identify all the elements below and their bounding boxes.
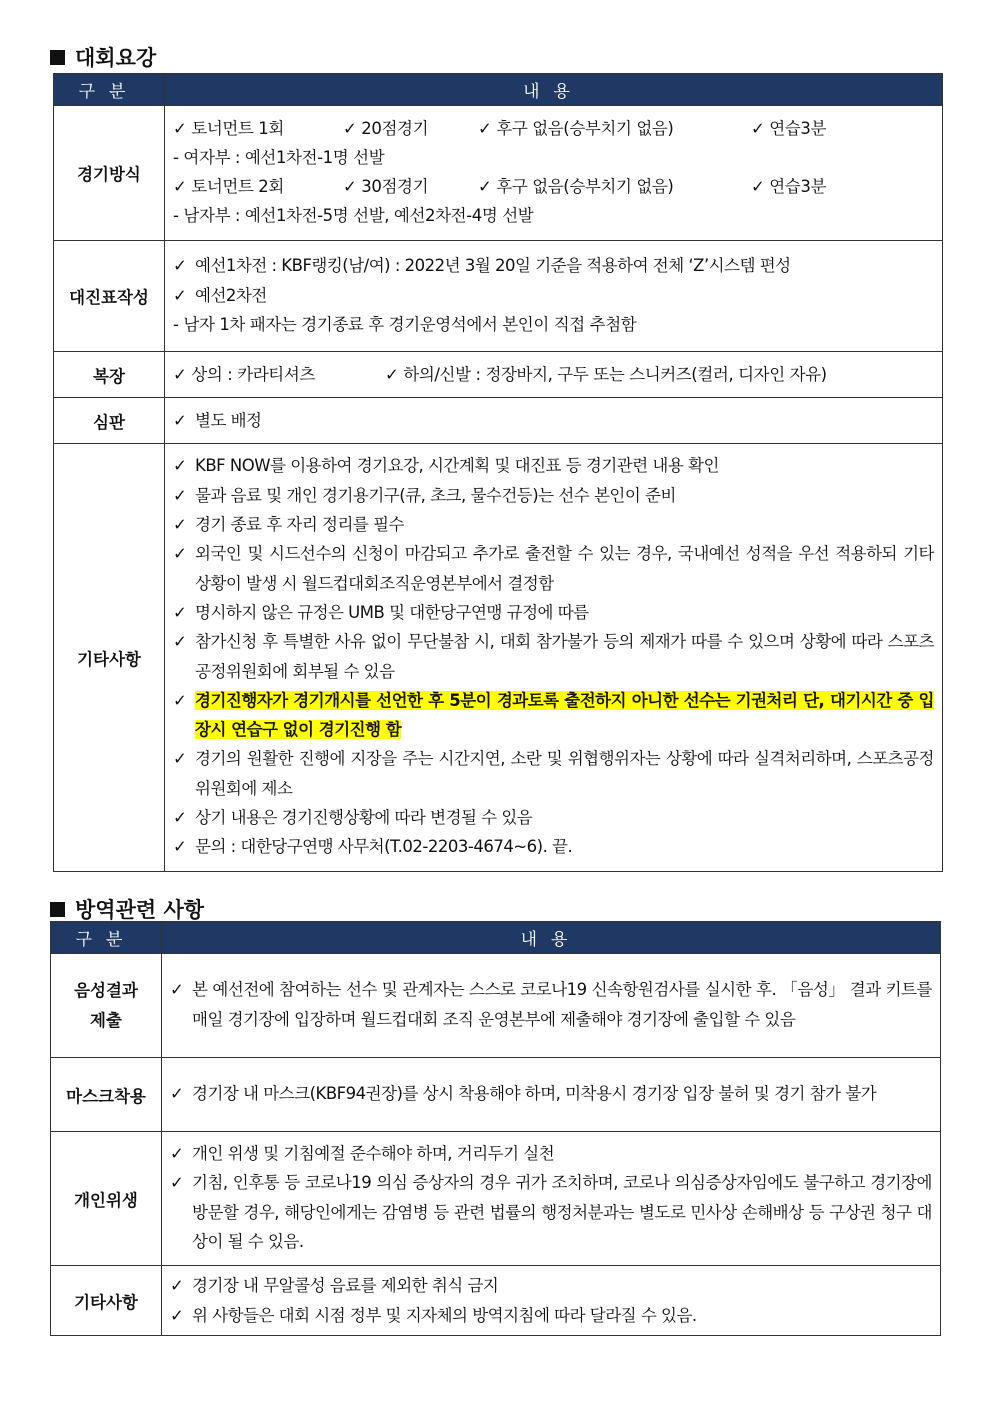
list-item: 명시하지 않은 규정은 UMB 및 대한당구연맹 규정에 따름 <box>195 602 589 622</box>
list-item: 토너먼트 1회 <box>191 119 284 138</box>
list-item: 본 예선전에 참여하는 선수 및 관계자는 스스로 코로나19 신속항원검사를 실시한 후. 「음성」 결과 키트를 매일 경기장에 입장하며 월드컵대회 조직 운영본부에 제출해야 경기장에 출입할 수 있음 <box>192 980 932 1029</box>
check-icon: ✓ <box>385 365 399 384</box>
list-item: 물과 음료 및 개인 경기용기구(큐, 초크, 물수건등)는 선수 본인이 준비 <box>195 485 676 505</box>
row-content <box>165 106 943 241</box>
row-category: 기타사항 <box>51 1266 162 1336</box>
row-category: 대진표작성 <box>54 241 165 352</box>
check-icon: ✓ <box>173 837 187 857</box>
header-content: 내용 <box>162 922 941 954</box>
table-row <box>54 241 943 352</box>
table-row <box>51 1266 941 1336</box>
square-bullet-icon <box>50 50 65 65</box>
row-category: 마스크착용 <box>51 1058 162 1132</box>
row-content <box>165 444 943 872</box>
check-icon: ✓ <box>173 285 187 305</box>
list-item: 하의/신발 : 정장바지, 구두 또는 스니커즈(컬러, 디자인 자유) <box>403 365 827 384</box>
table-row <box>51 1058 941 1132</box>
table-row <box>54 352 943 398</box>
table-header-row <box>51 922 941 954</box>
list-item: 연습3분 <box>769 119 827 138</box>
list-item: 토너먼트 2회 <box>191 177 284 196</box>
table-row <box>51 954 941 1058</box>
row-category: 경기방식 <box>54 106 165 241</box>
row-content <box>165 241 943 352</box>
draw-note: - 남자 1차 패자는 경기종료 후 경기운영석에서 본인이 직접 추첨함 <box>173 314 637 334</box>
list-item: 기침, 인후통 등 코로나19 의심 증상자의 경우 귀가 조치하며, 코로나 의심증상자임에도 불구하고 경기장에 방문할 경우, 해당인에게는 감염병 등 관련 법률의 행정처분과는 별도로 민사상 손해배상 등 구상권 청구 대상이 될 수 있음. <box>192 1173 932 1251</box>
list-item: 경기 종료 후 자리 정리를 필수 <box>195 515 404 535</box>
quarantine-table <box>50 921 941 1336</box>
check-icon: ✓ <box>173 256 187 276</box>
list-item: 문의 : 대한당구연맹 사무처(T.02-2203-4674~6). 끝. <box>195 837 573 857</box>
row-content <box>162 1058 941 1132</box>
row-content <box>162 1266 941 1336</box>
table-row <box>54 106 943 241</box>
list-item: 상의 : 카라티셔츠 <box>191 365 315 384</box>
list-item: 위 사항들은 대회 시점 정부 및 지자체의 방역지침에 따라 달라질 수 있음. <box>192 1305 697 1325</box>
check-icon: ✓ <box>173 807 187 827</box>
header-category: 구분 <box>54 74 165 106</box>
check-icon: ✓ <box>173 515 187 535</box>
row-content <box>165 398 943 444</box>
row-content <box>165 352 943 398</box>
male-note: - 남자부 : 예선1차전-5명 선발, 예선2차전-4명 선발 <box>173 206 534 225</box>
female-items: ✓ 토너먼트 1회 ✓ 20점경기 ✓ 후구 없음(승부치기 없음) ✓ 연습3분 <box>173 119 827 138</box>
check-icon: ✓ <box>170 1173 184 1193</box>
row-category: 음성결과 제출 <box>51 954 162 1058</box>
male-items: ✓ 토너먼트 2회 ✓ 30점경기 ✓ 후구 없음(승부치기 없음) ✓ 연습3분 <box>173 177 827 196</box>
check-icon: ✓ <box>173 749 187 769</box>
header-content: 내용 <box>165 74 943 106</box>
check-icon: ✓ <box>170 1305 184 1325</box>
list-item: 외국인 및 시드선수의 신청이 마감되고 추가로 출전할 수 있는 경우, 국내예선 성적을 우선 적용하되 기타 상황이 발생 시 월드컵대회조직운영본부에서 결정함 <box>195 544 934 593</box>
section-title-rules <box>50 42 156 72</box>
list-item: 20점경기 <box>361 119 429 138</box>
row-category: 심판 <box>54 398 165 444</box>
female-note: - 여자부 : 예선1차전-1명 선발 <box>173 148 385 167</box>
row-category: 기타사항 <box>54 444 165 872</box>
table-row <box>54 444 943 872</box>
list-item: 개인 위생 및 기침예절 준수해야 하며, 거리두기 실천 <box>192 1143 555 1163</box>
check-icon: ✓ <box>173 456 187 476</box>
check-icon: ✓ <box>173 544 187 564</box>
list-item: KBF NOW를 이용하여 경기요강, 시간계획 및 대진표 등 경기관련 내용 확인 <box>195 456 719 476</box>
check-icon: ✓ <box>173 690 187 710</box>
list-item: 연습3분 <box>769 177 827 196</box>
highlighted-rule: 경기진행자가 경기개시를 선언한 후 5분이 경과토록 출전하지 아니한 선수는 기권처리 단, 대기시간 중 입장시 연습구 없이 경기진행 함 <box>195 690 934 740</box>
list-item: 30점경기 <box>361 177 429 196</box>
list-item: 예선1차전 : KBF랭킹(남/여) : 2022년 3월 20일 기준을 적용하여 전체 ‘Z’시스템 편성 <box>195 256 791 276</box>
rules-table <box>53 73 943 872</box>
list-item: 후구 없음(승부치기 없음) <box>496 177 674 196</box>
section-title-text: 대회요강 <box>75 46 157 70</box>
list-item: 예선2차전 <box>195 285 267 305</box>
table-row <box>54 398 943 444</box>
section-title-text: 방역관련 사항 <box>75 898 205 922</box>
table-row <box>51 1132 941 1266</box>
row-content <box>162 1132 941 1266</box>
check-icon: ✓ <box>173 365 187 384</box>
check-icon: ✓ <box>170 1143 184 1163</box>
row-content <box>162 954 941 1058</box>
list-item: 경기장 내 마스크(KBF94권장)를 상시 착용해야 하며, 미착용시 경기장 입장 불허 및 경기 참가 불가 <box>192 1083 877 1103</box>
list-item: 후구 없음(승부치기 없음) <box>496 119 674 138</box>
check-icon: ✓ <box>173 485 187 505</box>
check-icon: ✓ <box>170 980 184 1000</box>
header-category: 구분 <box>51 922 162 954</box>
row-category: 개인위생 <box>51 1132 162 1266</box>
check-icon: ✓ <box>173 410 187 430</box>
check-icon: ✓ <box>170 1276 184 1296</box>
row-category: 복장 <box>54 352 165 398</box>
section-title-quarantine <box>50 894 204 924</box>
list-item: 상기 내용은 경기진행상황에 따라 변경될 수 있음 <box>195 807 533 827</box>
list-item: 참가신청 후 특별한 사유 없이 무단불참 시, 대회 참가불가 등의 제재가 따를 수 있으며 상황에 따라 스포츠공정위원회에 회부될 수 있음 <box>195 632 934 681</box>
list-item: 경기장 내 무알콜성 음료를 제외한 취식 금지 <box>192 1276 499 1296</box>
check-icon: ✓ <box>173 632 187 652</box>
table-header-row <box>54 74 943 106</box>
check-icon: ✓ <box>170 1083 184 1103</box>
square-bullet-icon <box>50 902 65 917</box>
list-item: 경기의 원활한 진행에 지장을 주는 시간지연, 소란 및 위협행위자는 상황에 따라 실격처리하며, 스포츠공정위원회에 제소 <box>195 749 934 798</box>
list-item: 별도 배정 <box>195 410 262 430</box>
check-icon: ✓ <box>173 602 187 622</box>
